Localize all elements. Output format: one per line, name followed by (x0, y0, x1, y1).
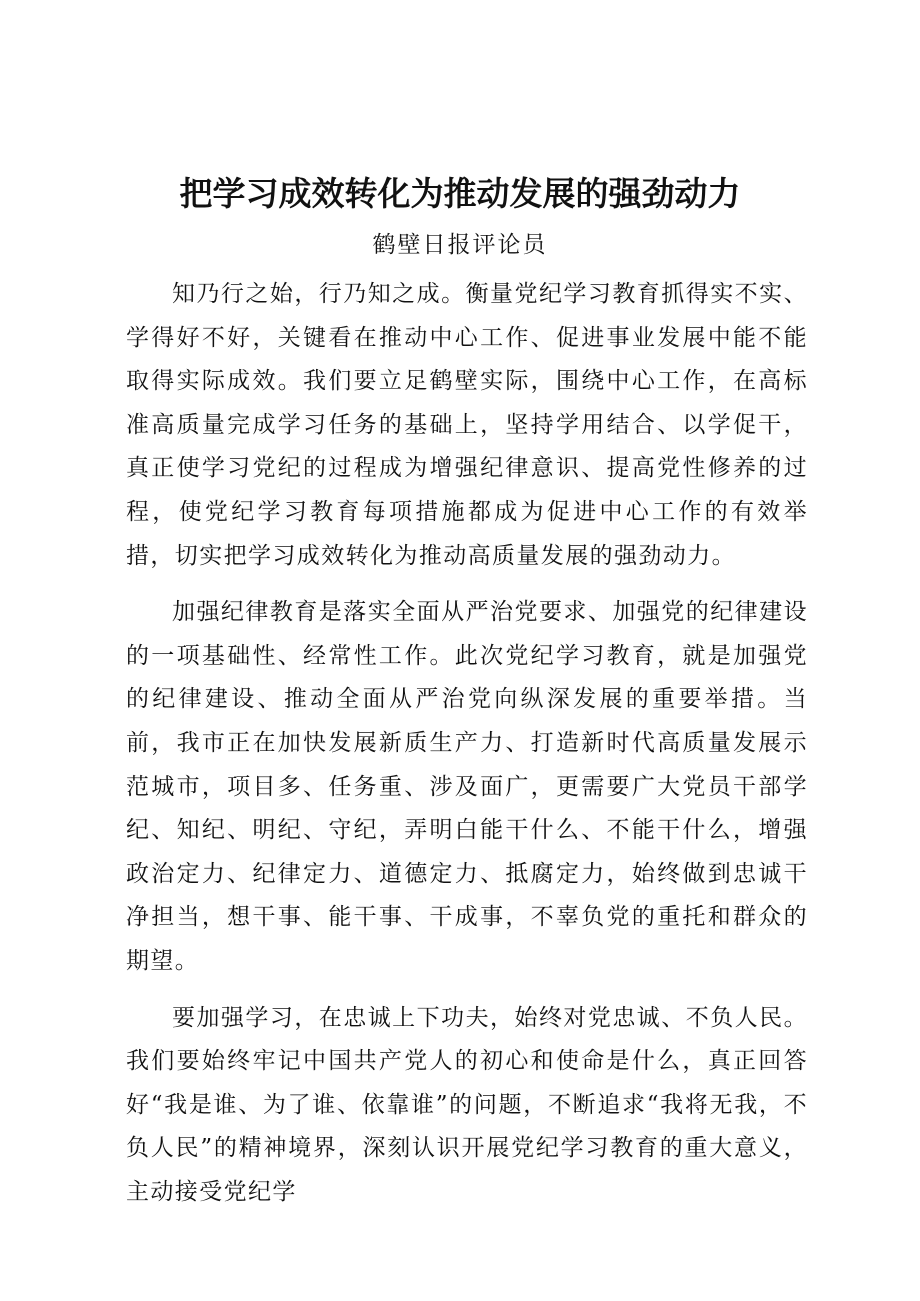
article-title: 把学习成效转化为推动发展的强劲动力 (179, 174, 741, 213)
paragraph-1: 知乃行之始，行乃知之成。衡量党纪学习教育抓得实不实、学得好不好，关键看在推动中心工作、促进事业发展中能不能取得实际成效。我们要立足鹤壁实际，围绕中心工作，在高标准高质量完成学习任务的基础上，坚持学用结合、以学促干，真正使学习党纪的过程成为增强纪律意识、提高党性修养的过程，使党纪学习教育每项措施都成为促进中心工作的有效举措，切实把学习成效转化为推动高质量发展的强劲动力。 (126, 281, 808, 569)
article-byline: 鹤壁日报评论员 (372, 232, 548, 258)
paragraph-3: 要加强学习，在忠诚上下功夫，始终对党忠诚、不负人民。我们要始终牢记中国共产党人的初心和使命是什么，真正回答好“我是谁、为了谁、依靠谁”的问题，不断追求“我将无我，不负人民”的精神境界，深刻认识开展党纪学习教育的重大意义，主动接受党纪学 (126, 1004, 808, 1205)
paragraph-2: 加强纪律教育是落实全面从严治党要求、加强党的纪律建设的一项基础性、经常性工作。此次党纪学习教育，就是加强党的纪律建设、推动全面从严治党向纵深发展的重要举措。当前，我市正在加快发展新质生产力、打造新时代高质量发展示范城市，项目多、任务重、涉及面广，更需要广大党员干部学纪、知纪、明纪、守纪，弄明白能干什么、不能干什么，增强政治定力、纪律定力、道德定力、抵腐定力，始终做到忠诚干净担当，想干事、能干事、干成事，不辜负党的重托和群众的期望。 (126, 599, 808, 974)
article-body (126, 273, 808, 1214)
